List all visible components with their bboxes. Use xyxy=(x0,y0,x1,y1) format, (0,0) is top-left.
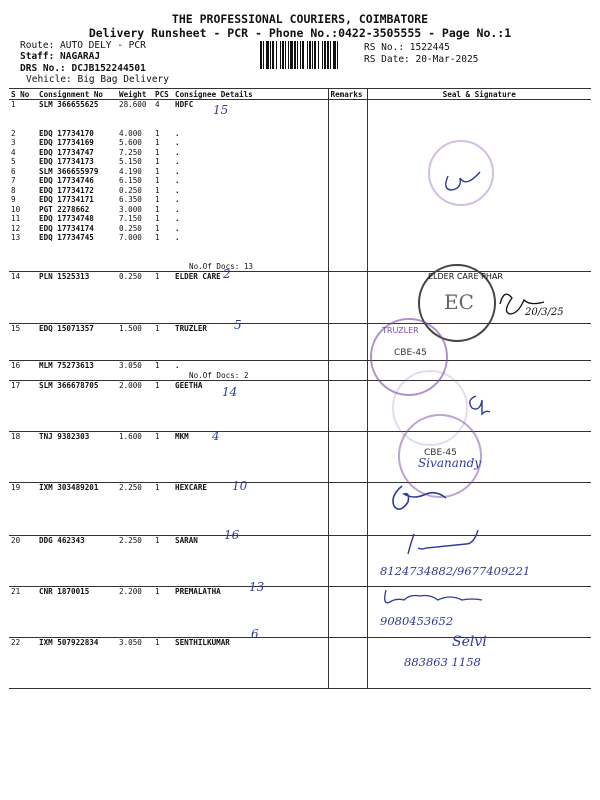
runsheet-subtitle: Delivery Runsheet - PCR - Phone No.:0422-3505555 - Page No.:1 xyxy=(88,26,512,40)
consignee-cell: . xyxy=(175,157,180,166)
route-label: Route: AUTO DELY - PCR xyxy=(20,40,146,51)
consignee-cell: TRUZLER xyxy=(175,324,208,333)
consignment-cell: EDQ 17734746 xyxy=(39,176,94,185)
consignment-cell: EDQ 17734748 xyxy=(39,214,94,223)
stamp-text: CBE-45 xyxy=(394,348,427,358)
handwritten-phone: 9080453652 xyxy=(380,614,454,628)
signature-scribble xyxy=(393,486,446,509)
weight-cell: 5.150 xyxy=(119,157,142,166)
staff-label: Staff: NAGARAJ xyxy=(20,51,101,62)
consignment-cell: SLM 366655625 xyxy=(39,100,99,109)
pcs-cell: 1 xyxy=(155,195,160,204)
consignment-cell: MLM 75273613 xyxy=(39,361,94,370)
handwritten-count: 2 xyxy=(223,267,231,281)
consignee-cell: . xyxy=(175,204,180,214)
col-header-seal: Seal & Signature xyxy=(367,89,591,100)
sno-cell: 9 xyxy=(11,195,16,204)
weight-cell: 2.250 xyxy=(119,483,142,492)
rs-number: RS No.: 1522445 xyxy=(364,42,450,53)
pcs-cell: 1 xyxy=(155,233,160,242)
consignment-cell: PLN 1525313 xyxy=(39,272,90,281)
weight-cell: 6.350 xyxy=(119,195,142,204)
handwritten-signature-name: Sivanandy xyxy=(418,456,482,470)
pcs-cell: 1 xyxy=(155,204,160,214)
consignee-cell: . xyxy=(175,214,180,223)
consignee-cell: . xyxy=(175,185,180,195)
pcs-cell: 1 xyxy=(155,128,160,138)
weight-cell: 2.000 xyxy=(119,381,142,390)
sno-cell: 7 xyxy=(11,176,16,185)
stamp-text: CBE-45 xyxy=(424,448,457,458)
sno-cell: 14 xyxy=(11,272,21,281)
sno-cell: 16 xyxy=(11,361,21,370)
sno-cell: 2 xyxy=(11,128,16,138)
consignee-cell: . xyxy=(175,166,180,176)
sno-cell: 22 xyxy=(11,638,21,647)
consignment-cell: EDQ 17734745 xyxy=(39,233,94,242)
handwritten-count: 16 xyxy=(224,528,240,542)
consignee-cell: . xyxy=(175,223,180,233)
signature-scribble xyxy=(408,530,478,554)
consignment-cell: CNR 1870015 xyxy=(39,587,90,596)
handwritten-phone: 883863 1158 xyxy=(404,655,481,669)
consignment-cell: EDQ 17734170 xyxy=(39,128,94,138)
consignment-cell: IXM 507922834 xyxy=(39,638,99,647)
weight-cell: 4.000 xyxy=(119,128,142,138)
vehicle-label: Vehicle: Big Bag Delivery xyxy=(26,74,169,85)
col-header-remarks: Remarks xyxy=(328,89,367,100)
weight-cell: 7.000 xyxy=(119,233,142,242)
consignment-cell: TNJ 9382303 xyxy=(39,432,90,441)
sno-cell: 11 xyxy=(11,214,21,223)
sno-cell: 5 xyxy=(11,157,16,166)
weight-cell: 4.190 xyxy=(119,166,142,176)
consignee-cell: MKM xyxy=(175,432,189,441)
weight-cell: 2.250 xyxy=(119,536,142,545)
sno-cell: 13 xyxy=(11,233,21,242)
weight-cell: 1.600 xyxy=(119,432,142,441)
consignee-cell: . xyxy=(175,138,180,147)
col-header-pcs: PCS xyxy=(153,89,173,100)
weight-cell: 2.200 xyxy=(119,587,142,596)
pcs-cell: 1 xyxy=(155,638,160,647)
pcs-cell: 1 xyxy=(155,185,160,195)
no-of-docs-label: No.Of Docs: 13 xyxy=(173,243,328,272)
handwritten-count: 5 xyxy=(234,318,242,332)
consignment-cell: SLM 366655979 xyxy=(39,166,99,176)
rs-date: RS Date: 20-Mar-2025 xyxy=(364,54,479,65)
pcs-cell: 1 xyxy=(155,223,160,233)
consignment-cell: EDQ 17734174 xyxy=(39,223,94,233)
consignee-cell: PREMALATHA xyxy=(175,587,221,596)
pcs-cell: 1 xyxy=(155,214,160,223)
weight-cell: 28.600 xyxy=(119,100,147,109)
handwritten-count: 4 xyxy=(212,429,220,443)
weight-cell: 0.250 xyxy=(119,185,142,195)
pcs-cell: 1 xyxy=(155,587,160,596)
pcs-cell: 1 xyxy=(155,324,160,333)
consignment-cell: PGT 2278662 xyxy=(39,204,90,214)
consignee-cell: HEXCARE xyxy=(175,483,208,492)
weight-cell: 3.050 xyxy=(119,638,142,647)
pcs-cell: 1 xyxy=(155,272,160,281)
sno-cell: 18 xyxy=(11,432,21,441)
consignment-cell: EDQ 17734747 xyxy=(39,147,94,157)
pcs-cell: 1 xyxy=(155,381,160,390)
consignee-cell: . xyxy=(175,128,180,138)
col-header-sno: S No xyxy=(9,89,37,100)
consignment-cell: EDQ 17734169 xyxy=(39,138,94,147)
signature-scribble xyxy=(385,590,482,603)
pcs-cell: 1 xyxy=(155,176,160,185)
handwritten-count: 10 xyxy=(232,479,248,493)
consignment-cell: DDG 462343 xyxy=(39,536,85,545)
handwritten-phone: 8124734882/9677409221 xyxy=(380,564,531,578)
consignee-cell: GEETHA xyxy=(175,381,203,390)
weight-cell: 0.250 xyxy=(119,272,142,281)
pcs-cell: 1 xyxy=(155,157,160,166)
sno-cell: 19 xyxy=(11,483,21,492)
sno-cell: 21 xyxy=(11,587,21,596)
handwritten-signature-name: Selvi xyxy=(452,634,487,650)
signature-scribble xyxy=(446,172,480,190)
sno-cell: 1 xyxy=(11,100,16,109)
weight-cell: 1.500 xyxy=(119,324,142,333)
sno-cell: 17 xyxy=(11,381,21,390)
handwritten-count: 15 xyxy=(213,103,229,117)
consignee-cell: HDFC xyxy=(175,100,194,109)
consignee-cell: SARAN xyxy=(175,536,198,545)
weight-cell: 3.000 xyxy=(119,204,142,214)
weight-cell: 3.050 xyxy=(119,361,142,370)
sno-cell: 6 xyxy=(11,166,16,176)
sno-cell: 3 xyxy=(11,138,16,147)
sno-cell: 12 xyxy=(11,223,21,233)
stamp-text: ELDER CARE PHAR xyxy=(428,272,503,281)
handwritten-date: 20/3/25 xyxy=(525,307,564,318)
pcs-cell: 1 xyxy=(155,483,160,492)
stamp-text: TRUZLER xyxy=(382,326,419,335)
consignment-cell: SLM 366678705 xyxy=(39,381,99,390)
col-header-consignee: Consignee Details xyxy=(173,89,328,100)
consignee-cell: . xyxy=(175,361,180,370)
signature-scribble xyxy=(500,294,544,314)
pcs-cell: 1 xyxy=(155,536,160,545)
consignment-cell: EDQ 17734171 xyxy=(39,195,94,204)
stamp-logo: EC xyxy=(444,290,474,314)
pcs-cell: 1 xyxy=(155,138,160,147)
consignment-cell: IXM 303489201 xyxy=(39,483,99,492)
consignee-cell: . xyxy=(175,147,180,157)
pcs-cell: 4 xyxy=(155,100,160,109)
sno-cell: 8 xyxy=(11,185,16,195)
weight-cell: 7.150 xyxy=(119,214,142,223)
pcs-cell: 1 xyxy=(155,361,160,370)
handwritten-count: 14 xyxy=(222,385,238,399)
handwritten-count: 6 xyxy=(251,627,259,641)
weight-cell: 0.250 xyxy=(119,223,142,233)
consignment-cell: EDQ 15071357 xyxy=(39,324,94,333)
sno-cell: 10 xyxy=(11,204,21,214)
pcs-cell: 1 xyxy=(155,432,160,441)
pcs-cell: 1 xyxy=(155,147,160,157)
consignee-cell: SENTHILKUMAR xyxy=(175,638,230,647)
weight-cell: 6.150 xyxy=(119,176,142,185)
drs-number: DRS No.: DCJB152244501 xyxy=(20,63,146,74)
col-header-weight: Weight xyxy=(117,89,153,100)
no-of-docs-label: No.Of Docs: 2 xyxy=(173,371,328,381)
consignee-cell: . xyxy=(175,195,180,204)
pcs-cell: 1 xyxy=(155,166,160,176)
consignment-cell: EDQ 17734172 xyxy=(39,185,94,195)
col-header-consignment: Consignment No xyxy=(37,89,117,100)
weight-cell: 7.250 xyxy=(119,147,142,157)
consignee-cell: . xyxy=(175,176,180,185)
consignee-cell: ELDER CARE xyxy=(175,272,221,281)
company-title: THE PROFESSIONAL COURIERS, COIMBATORE xyxy=(171,12,429,26)
handwritten-count: 13 xyxy=(249,580,265,594)
consignment-cell: EDQ 17734173 xyxy=(39,157,94,166)
signature-scribble xyxy=(470,396,490,414)
sno-cell: 20 xyxy=(11,536,21,545)
consignee-cell: . xyxy=(175,233,180,242)
weight-cell: 5.600 xyxy=(119,138,142,147)
sno-cell: 4 xyxy=(11,147,16,157)
sno-cell: 15 xyxy=(11,324,21,333)
